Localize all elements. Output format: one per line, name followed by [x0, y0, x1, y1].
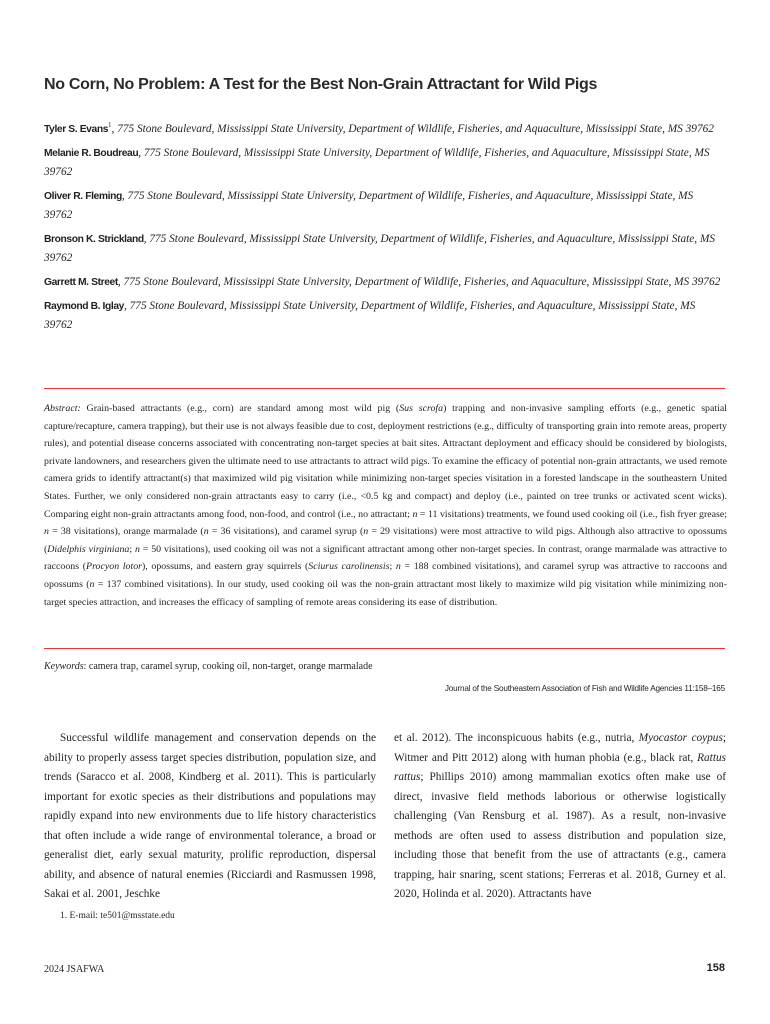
italic-term: n [134, 543, 140, 555]
footer-journal-abbrev: 2024 JSAFWA [44, 964, 105, 975]
author-list [44, 116, 724, 340]
italic-term: Sciurus carolinensis [308, 561, 390, 573]
author-name: Garrett M. Street [44, 276, 118, 288]
author-name: Raymond B. Iglay [44, 300, 124, 312]
author-entry [44, 230, 724, 268]
text-run: Successful wildlife management and conservation depends on the ability to properly assess target species distribution, population size, and trends (Saracco et al. 2008, Kindberg et al. 2011). This is particularly important for exotic species as their distributions and populations may rapidly expand into new environments due to life history characteristics that often include a wide range of environmental tolerance, a broad or generalist diet, early sexual maturity, prolific reproduction, dispersal ability, and absence of natural enemies (Ricciardi and Rasmussen 1998, Sakai et al. 2001, Jeschke [44, 732, 376, 900]
text-run: ) trapping and non-invasive sampling efforts (e.g., genetic spatial capture/recapture, camera trapping), but their use is not always feasible due to cost, deployment restrictions (e.g., difficulty of transporting grain into remote areas, property rules), and potential disease concerns associated with concentrating non-target species at bait sites. Attractant deployment and efficacy should be considered by biologists, private landowners, and researchers given the ultimate need to use attractants to attract wild pigs. To examine the efficacy of potential non-grain attractants, we used remote camera grids to identify attractant(s) that maximized wild pig visitation while minimizing non-target species visitation in a forested landscape in the southeastern United States. Further, we only considered non-grain attractants easy to carry (i.e., <0.5 kg and compact) and deploy (i.e., painted on tree trunks or activated scent wicks). Comparing eight non-grain attractants among food, non-food, and control (i.e., no attractant; [44, 403, 727, 520]
body-column-right [394, 729, 726, 905]
italic-term: n [44, 526, 49, 538]
keywords-label: Keywords [44, 661, 84, 672]
keywords [44, 659, 727, 675]
author-affiliation: , 775 Stone Boulevard, Mississippi State University, Department of Wildlife, Fisheries, and Aquaculture, Mississippi State, MS 39762 [44, 299, 696, 331]
text-run: ; Phillips 2010) among mammalian exotics often make use of direct, invasive field methods laborious or otherwise logistically challenging (Van Rensburg et al. 1987). As a result, non-invasive methods are often used to assess distribution and population size, including those that benefit from the use of attractants (e.g., camera trapping, hair snaring, scent stations; Ferreras et al. 2018, Gurney et al. 2020, Holinda et al. 2020). Attractants have [394, 771, 726, 900]
author-footnote-marker: 1 [108, 121, 112, 129]
italic-term: Myocastor coypus [638, 732, 723, 744]
text-run: = 38 visitations), orange marmalade ( [48, 526, 204, 538]
text-run: = 36 visitations), and caramel syrup ( [208, 526, 364, 538]
italic-term: n [203, 526, 209, 538]
abstract [44, 400, 727, 611]
author-affiliation: , 775 Stone Boulevard, Mississippi State University, Department of Wildlife, Fisheries, and Aquaculture, Mississippi State, MS 39762 [111, 122, 714, 135]
author-name: Tyler S. Evans [44, 123, 109, 135]
text-run: ; [129, 543, 135, 555]
author-affiliation: , 775 Stone Boulevard, Mississippi State University, Department of Wildlife, Fisheries, and Aquaculture, Mississippi State, MS 39762 [44, 189, 694, 221]
italic-term: n [412, 508, 418, 520]
author-entry [44, 297, 724, 335]
author-affiliation: , 775 Stone Boulevard, Mississippi State University, Department of Wildlife, Fisheries, and Aquaculture, Mississippi State, MS 39762 [44, 232, 716, 264]
text-run: ; [389, 561, 396, 573]
italic-term: n [89, 578, 95, 590]
author-name: Bronson K. Strickland [44, 233, 144, 245]
page-number: 158 [706, 962, 725, 974]
text-run: Grain-based attractants (e.g., corn) are standard among most wild pig ( [80, 403, 400, 414]
abstract-text [44, 403, 727, 608]
author-name: Melanie R. Boudreau [44, 147, 139, 159]
italic-term: Sus scrofa [399, 403, 444, 414]
italic-term: Procyon lotor [86, 561, 143, 573]
author-affiliation: , 775 Stone Boulevard, Mississippi State University, Department of Wildlife, Fisheries, and Aquaculture, Mississippi State, MS 39762 [44, 146, 710, 178]
italic-term: Didelphis virginiana [47, 543, 130, 555]
journal-citation: Journal of the Southeastern Association of Fish and Wildlife Agencies 11:158–165 [444, 684, 725, 693]
author-affiliation: , 775 Stone Boulevard, Mississippi State University, Department of Wildlife, Fisheries, and Aquaculture, Mississippi State, MS 39762 [117, 275, 721, 288]
text-run: et al. 2012). The inconspicuous habits (e.g., nutria, [394, 732, 639, 744]
body-right-paragraph [394, 729, 726, 905]
keywords-text: : camera trap, caramel syrup, cooking oil, non-target, orange marmalade [83, 661, 373, 672]
text-run: ; Witmer and Pitt 2012) along with human phobia (e.g., black rat, [394, 732, 726, 764]
author-entry [44, 144, 724, 182]
author-entry [44, 116, 724, 139]
italic-term: n [363, 526, 369, 538]
top-divider [44, 388, 725, 389]
body-column-left [44, 729, 376, 905]
text-run: = 29 visitations) were most attractive to wild pigs. Although also attractive to opossums ( [44, 526, 727, 555]
text-run: = 11 visitations) treatments, we found used cooking oil (i.e., fish fryer grease; [417, 508, 727, 520]
author-entry [44, 273, 724, 292]
author-name: Oliver R. Fleming [44, 190, 122, 202]
author-entry [44, 187, 724, 225]
page-title: No Corn, No Problem: A Test for the Best Non-Grain Attractant for Wild Pigs [44, 76, 598, 93]
text-run: ), opossums, and eastern gray squirrels ( [142, 561, 309, 573]
footnote: 1. E-mail: te501@msstate.edu [60, 911, 175, 921]
body-left-paragraph [44, 729, 376, 905]
italic-term: Rattus rattus [394, 751, 726, 783]
text-run: = 188 combined visitations), and caramel syrup was attractive to raccoons and opossums ( [44, 561, 727, 590]
abstract-label: Abstract: [44, 403, 81, 414]
italic-term: n [395, 561, 401, 573]
keywords-divider [44, 648, 725, 649]
text-run: = 50 visitations), used cooking oil was not a significant attractant among other non-target species. In contrast, orange marmalade was attractive to raccoons ( [44, 543, 727, 573]
text-run: = 137 combined visitations). In our study, used cooking oil was the non-grain attractant most likely to maximize wild pig visitation while minimizing non-target species attraction, and increases the efficacy of sampling of remote areas considering its ease of distribution. [44, 578, 728, 608]
